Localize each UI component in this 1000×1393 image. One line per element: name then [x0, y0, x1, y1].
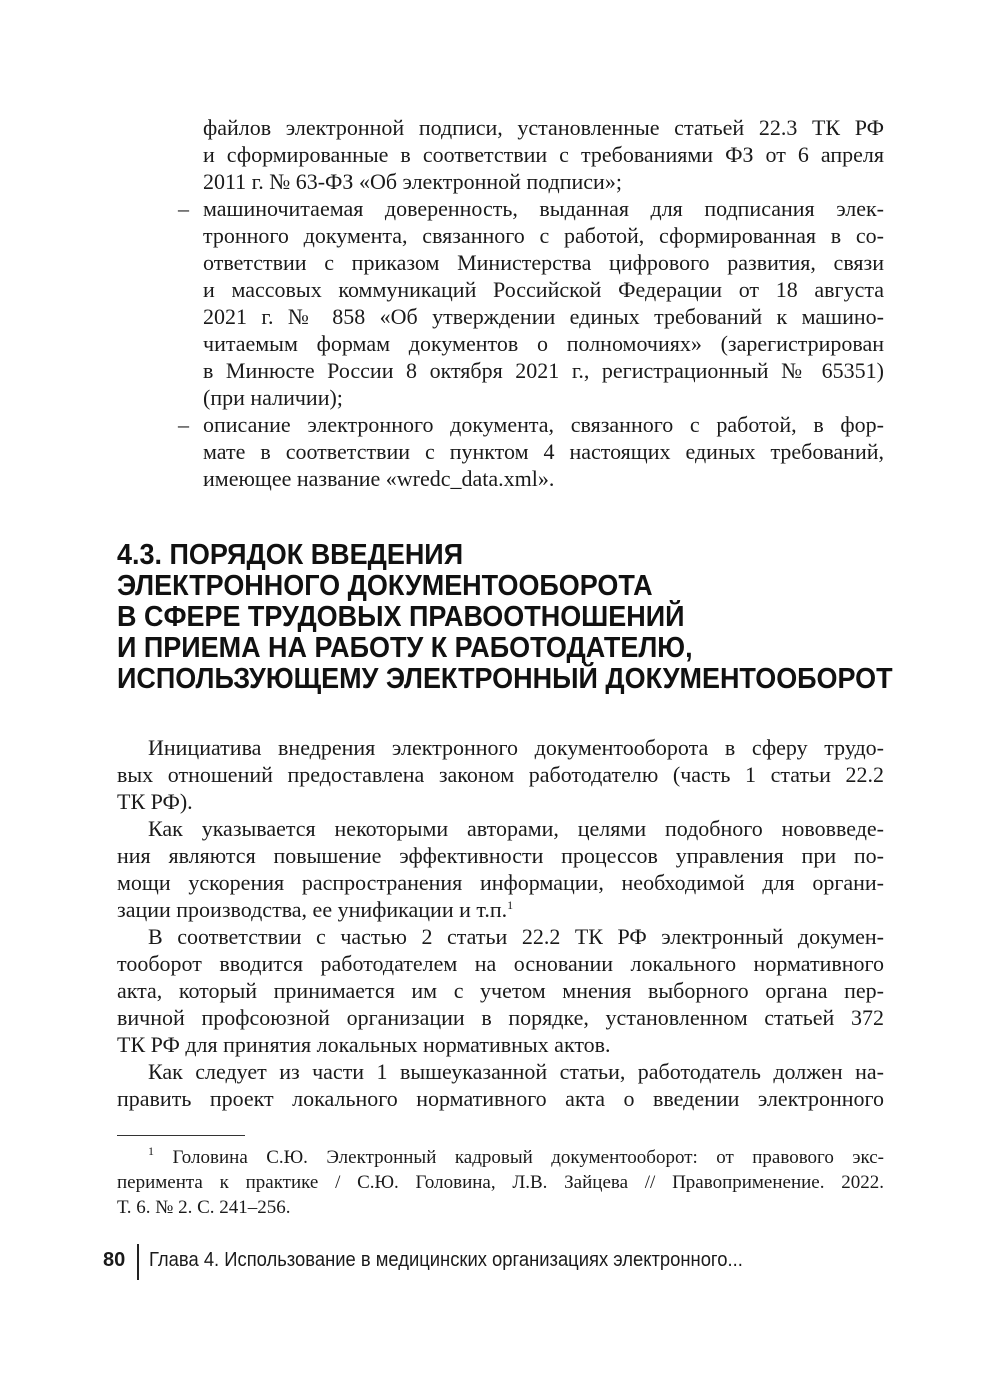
text-line: Инициатива внедрения электронного документооборота в сферу трудо- [148, 735, 884, 760]
footer-divider [137, 1244, 139, 1280]
heading-line: ЭЛЕКТРОННОГО ДОКУМЕНТООБОРОТА [117, 570, 653, 602]
text-line: ТК РФ). [117, 789, 193, 814]
text-line: акта, который принимается им с учетом мнения выборного органа пер- [117, 978, 884, 1003]
footnote-line [148, 1145, 884, 1170]
text-line: описание электронного документа, связанного с работой, в фор- [203, 412, 884, 437]
running-footer-title: Глава 4. Использование в медицинских организациях электронного... [149, 1249, 743, 1271]
footnote-divider [117, 1135, 245, 1136]
text-line: ния являются повышение эффективности процессов управления при по- [117, 843, 884, 868]
heading-line: ИСПОЛЬЗУЮЩЕМУ ЭЛЕКТРОННЫЙ ДОКУМЕНТООБОРОТ [117, 663, 893, 695]
text-line: читаемым формам документов о полномочиях» (зарегистрирован [203, 331, 884, 356]
text-line: 2011 г. № 63-ФЗ «Об электронной подписи»; [203, 169, 622, 194]
heading-line: 4.3. ПОРЯДОК ВВЕДЕНИЯ [117, 539, 464, 571]
text-line: В соответствии с частью 2 статьи 22.2 ТК РФ электронный докумен- [148, 924, 884, 949]
text-line: файлов электронной подписи, установленные статьей 22.3 ТК РФ [203, 115, 884, 140]
text-line: ответствии с приказом Министерства цифрового развития, связи [203, 250, 884, 275]
text-span: Головина С.Ю. Электронный кадровый документооборот: от правового экс- [172, 1147, 885, 1168]
list-dash-marker: – [178, 196, 189, 221]
list-dash-marker: – [178, 412, 189, 437]
text-line: Как следует из части 1 вышеуказанной статьи, работодатель должен на- [148, 1059, 884, 1084]
page-number: 80 [103, 1249, 126, 1271]
text-line: мощи ускорения распространения информации, необходимой для органи- [117, 870, 884, 895]
heading-line: В СФЕРЕ ТРУДОВЫХ ПРАВООТНОШЕНИЙ [117, 601, 685, 633]
text-line: тронного документа, связанного с работой, сформированная в со- [203, 223, 884, 248]
footnote-reference[interactable]: 1 [507, 898, 514, 912]
footnote-line: перимента к практике / С.Ю. Головина, Л.В. Зайцева // Правоприменение. 2022. [117, 1172, 884, 1193]
text-line: (при наличии); [203, 385, 343, 410]
text-line: вичной профсоюзной организации в порядке, установленном статьей 372 [117, 1005, 884, 1030]
section-heading [117, 540, 893, 695]
text-line [117, 896, 513, 923]
text-line: 2021 г. № 858 «Об утверждении единых требований к машино- [203, 304, 884, 329]
footnote-line: Т. 6. № 2. С. 241–256. [117, 1197, 291, 1218]
text-line: мате в соответствии с пунктом 4 настоящих единых требований, [203, 439, 884, 464]
text-line: машиночитаемая доверенность, выданная для подписания элек- [203, 196, 884, 221]
text-line: и сформированные в соответствии с требованиями ФЗ от 6 апреля [203, 142, 884, 167]
text-line: и массовых коммуникаций Российской Федерации от 18 августа [203, 277, 884, 302]
text-line: править проект локального нормативного акта о введении электронного [117, 1086, 884, 1111]
text-line: ТК РФ для принятия локальных нормативных актов. [117, 1032, 611, 1057]
text-line: вых отношений предоставлена законом работодателю (часть 1 статьи 22.2 [117, 762, 884, 787]
text-line: Как указывается некоторыми авторами, целями подобного нововведе- [148, 816, 884, 841]
text-line: имеющее название «wredc_data.xml». [203, 466, 555, 491]
text-line: в Минюсте России 8 октября 2021 г., регистрационный № 65351) [203, 358, 884, 383]
text-line: тооборот вводится работодателем на основании локального нормативного [117, 951, 884, 976]
footnote-marker: 1 [148, 1144, 154, 1158]
heading-line: И ПРИЕМА НА РАБОТУ К РАБОТОДАТЕЛЮ, [117, 632, 693, 664]
text-span: зации производства, ее унификации и т.п. [117, 897, 508, 922]
